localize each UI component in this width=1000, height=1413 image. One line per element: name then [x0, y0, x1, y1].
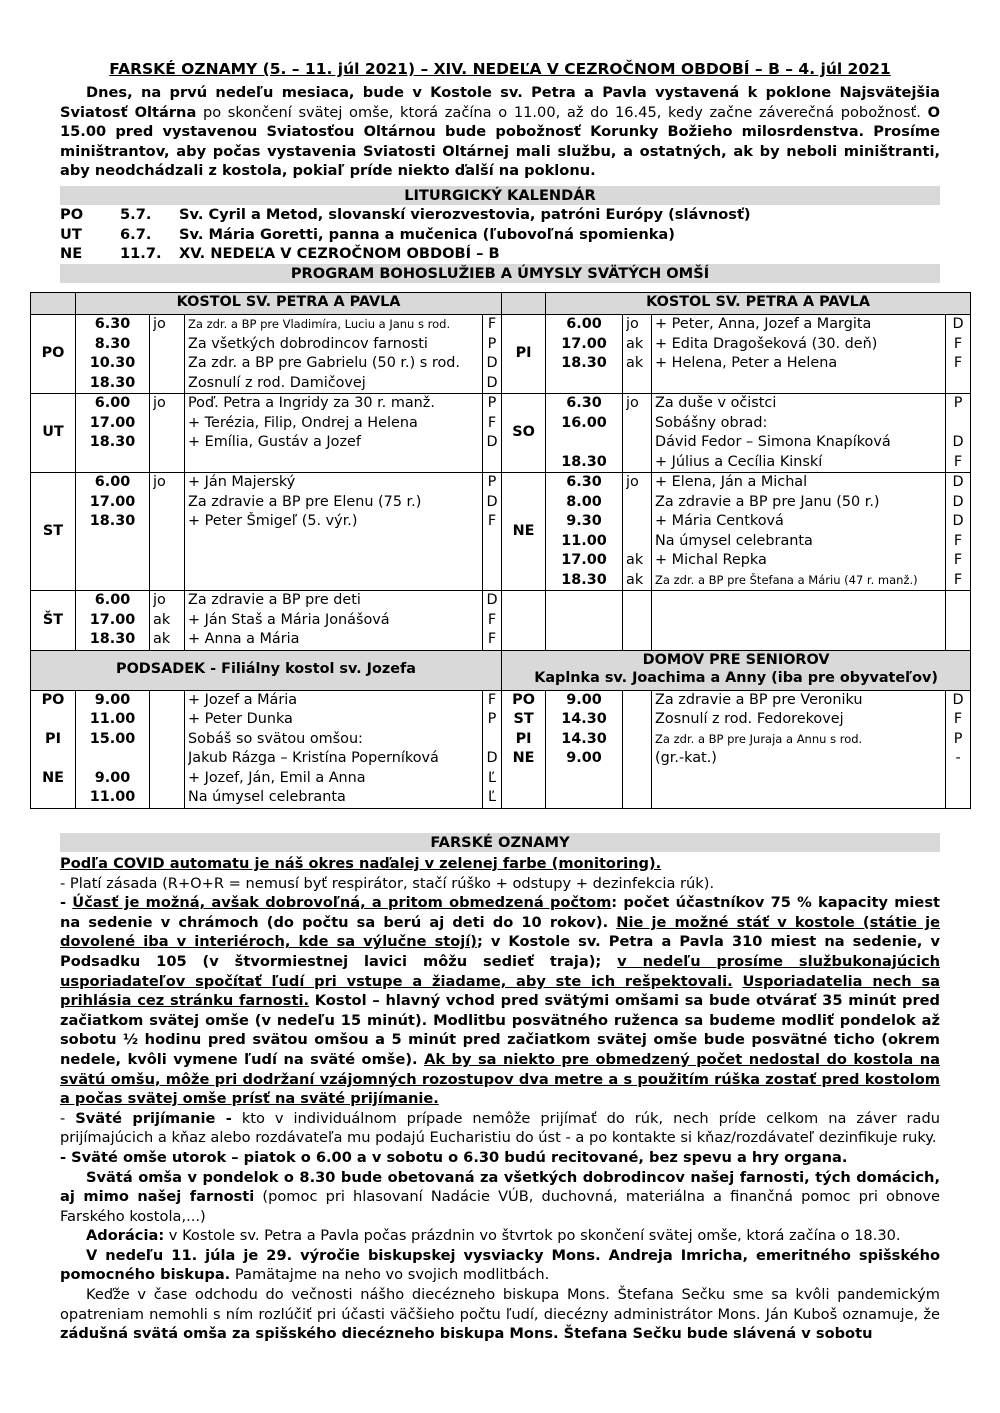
mass-lang-line: jo — [626, 474, 639, 490]
mass-code-line: D — [486, 434, 498, 450]
mass-time-line: 6.00 — [566, 316, 602, 332]
covid-seats: ; v Kostole sv. Petra a Pavla 310 miest na sedenie, v Podsadku 105 (v štvormiestnej lavici môžu sedieť traja); — [60, 933, 940, 970]
page-title: FARSKÉ OZNAMY (5. – 11. júl 2021) – XIV. NEDEĽA V CEZROČNOM OBDOBÍ – B – 4. júl 2021 — [109, 60, 891, 78]
cell-line — [79, 749, 146, 769]
day-label: PI — [502, 315, 546, 394]
mass-lang-line — [153, 512, 181, 532]
notices-heading: FARSKÉ OZNAMY — [60, 833, 940, 852]
cell-line: Ľ — [488, 769, 497, 786]
mass-lang-line — [153, 414, 181, 434]
cell-line — [34, 788, 72, 808]
domov-subtitle: Kaplnka sv. Joachima a Anny (iba pre obyvateľov) — [534, 669, 938, 686]
mass-intent-line: Za zdravie a BP pre deti — [188, 592, 361, 608]
mass-lang-line: ak — [626, 571, 644, 588]
cell-line: Za zdravie a BP pre Veroniku — [655, 691, 863, 708]
mass-langs — [623, 394, 652, 473]
anniversary-paragraph — [60, 1246, 940, 1285]
mass-code-line: D — [952, 513, 964, 529]
mass-time-line: 8.30 — [94, 335, 131, 352]
intro-bold-1: Dnes, na prvú nedeľu mesiaca, bude v Kostole sv. Petra a Pavla vystavená k poklone Najsvätejšia Sviatosť Oltárna — [60, 84, 940, 121]
mass-lang-line — [153, 335, 181, 355]
domov-codes — [946, 690, 971, 808]
podsadek-lang — [150, 690, 185, 808]
mass-time-line: 6.00 — [94, 592, 131, 608]
cell-line: P — [953, 730, 963, 747]
mass-codes — [483, 315, 502, 394]
covid-register: Usporiadatelia nech sa prihlásia cez stránku farnosti. — [60, 972, 940, 1010]
mass-code-line: P — [487, 474, 497, 490]
mass-intents — [185, 473, 483, 591]
mass-lang-line — [153, 532, 181, 552]
cell-line: Zosnulí z rod. Fedorekovej — [655, 711, 844, 727]
mass-intent-line: Za všetkých dobrodincov farnosti — [188, 335, 428, 352]
mass-time-line: 16.00 — [561, 414, 607, 431]
cell-line: - — [955, 750, 961, 766]
cell-line: D — [952, 691, 964, 708]
mass-code-line: P — [487, 335, 497, 352]
header-spacer — [31, 293, 76, 315]
schedule-row — [31, 315, 971, 394]
liturgical-heading: LITURGICKÝ KALENDÁR — [60, 186, 940, 205]
cell-line: 11.00 — [89, 789, 136, 805]
mass-time-line — [549, 374, 619, 394]
cell-line: 9.00 — [566, 750, 602, 766]
mass-code-line: D — [486, 374, 498, 391]
mass-schedule-table — [30, 292, 971, 809]
mass-intent-line — [188, 551, 479, 571]
mass-time-line — [79, 532, 146, 552]
mass-code-line — [486, 453, 498, 473]
cell-line: + Jozef, Ján, Emil a Anna — [188, 769, 366, 786]
podsadek-codes — [483, 690, 502, 808]
mass-code-line: F — [953, 552, 963, 568]
benefactors-bold: Svätá omša v pondelok o 8.30 bude obetovaná za všetkých dobrodincov našej farnosti, tých domácich, aj mimo našej farnosti — [60, 1168, 940, 1206]
cell-line: PI — [515, 730, 532, 747]
mass-code-line: P — [953, 395, 963, 411]
day-label: SO — [502, 394, 546, 473]
day-label: PO — [31, 315, 76, 394]
mass-code-line: F — [487, 611, 497, 628]
mass-langs — [150, 473, 185, 591]
mass-code-line: F — [953, 532, 963, 549]
mass-code-line: F — [487, 631, 497, 647]
mass-times — [76, 473, 150, 591]
calendar-row — [60, 225, 751, 245]
mass-time-line: 18.30 — [561, 355, 607, 371]
mass-intent-line: Za duše v očistci — [655, 395, 777, 411]
calendar-day: PO — [60, 206, 84, 223]
calendar-date: 6.7. — [120, 225, 152, 243]
mass-codes — [483, 394, 502, 473]
adoration-paragraph — [60, 1226, 940, 1246]
cell-line: F — [953, 711, 963, 727]
mass-langs — [150, 591, 185, 651]
day-label: UT — [31, 394, 76, 473]
mass-lang-line — [626, 532, 648, 552]
mass-langs — [623, 315, 652, 394]
covid-title: Podľa COVID automatu je náš okres naďalej v zelenej farbe (monitoring). — [60, 855, 662, 872]
mass-intent-line: Dávid Fedor – Simona Knapíková — [655, 434, 891, 450]
covid-doors: Kostol – hlavný vchod pred svätými omšami sa bude otvárať 35 minút pred začiatkom svätej omše (v nedeľu 15 minút). Modlitbu posvätného ruženca sa budeme modliť pondelok až sobotu ½ hodinu pred svätou omšou a 5 minút pred začiatkom svätej omše bude posvätné ticho (okrem nedele, kvôli vymene ľudí na sväté omše). — [60, 992, 940, 1068]
covid-ushers: v nedeľu prosíme službukonajúcich usporiadateľov spočítať ľudí pri vstupe a žiadame, aby ste ich rešpektovali. — [60, 952, 940, 990]
mass-intent-line: + Peter Šmigeľ (5. výr.) — [188, 513, 358, 529]
calendar-text: Sv. Mária Goretti, panna a mučenica (ľubovoľná spomienka) — [179, 225, 675, 243]
header-spacer — [502, 293, 546, 315]
mass-times — [546, 473, 623, 591]
mass-code-line — [486, 571, 498, 591]
domov-header — [502, 650, 971, 690]
cell-line: Sobáš so svätou omšou: — [188, 730, 363, 747]
covid-paragraph: - Účasť je možná, avšak dobrovoľná, a pritom obmedzená počtom: počet účastníkov 75 % kapacity miest na sedenie v chrámoch (do počtu sa berú aj deti do 10 rokov). Nie je možné stáť v kostole (státie je dovolené iba v interiéroch, kde sa výlučne stojí); v Kostole sv. Petra a Pavla 310 miest na sedenie, v Podsadku 105 (v štvormiestnej lavici môžu sedieť traja); v nedeľu prosíme službukonajúcich usporiadateľov spočítať ľudí pri vstupe a žiadame, aby ste ich rešpektovali. Usporiadatelia nech sa prihlásia cez stránku farnosti. Kostol – hlavný vchod pred svätými omšami sa bude otvárať 35 minút pred začiatkom svätej omše (v nedeľu 15 minút). Modlitbu posvätného ruženca sa budeme modliť pondelok až sobotu ½ hodinu pred svätou omšou a 5 minút pred začiatkom svätej omše bude posvätné ticho (okrem nedele, kvôli vymene ľudí na sväté omše). Ak by sa niekto pre obmedzený počet nedostal do kostola na svätú omšu, môže pri dodržaní vzájomných rozostupov dva metre a s použitím rúška zostať pred kostolom a počas svätej omše prísť na sväté prijímanie. — [60, 894, 941, 1108]
mass-time-line — [549, 433, 619, 453]
covid-text: : počet účastníkov 75 % kapacity miest na sedenie v chrámoch (do počtu sa berú aj deti do 10 rokov). — [60, 894, 940, 931]
mass-intents — [185, 394, 483, 473]
funeral-text: Keďže v čase odchodu do večnosti nášho diecézneho biskupa Mons. Štefana Sečku sme sa kvôli pandemickým opatreniam nemohli s ním rozlúčiť pri účasti väčšieho počtu ľudí, diecézny administrátor Mons. Ján Kuboš oznamuje, že — [60, 1286, 940, 1323]
mass-langs — [150, 394, 185, 473]
anniversary-text: Pamätajme na neho vo svojich modlitbách. — [230, 1266, 550, 1284]
notices-body — [60, 854, 940, 1344]
cell-line: Jakub Rázga – Kristína Poperníková — [188, 750, 439, 766]
mass-intents — [185, 315, 483, 394]
mass-intent-line: + Július a Cecília Kinskí — [655, 453, 823, 470]
mass-time-line: 18.30 — [89, 434, 136, 450]
intro-paragraph — [60, 83, 940, 181]
mass-intent-line: Za zdr. a BP pre Štefana a Máriu (47 r. manž.) — [655, 572, 918, 587]
empty-cell — [652, 591, 946, 651]
mass-intent-line: + Edita Dragošeková (30. deň) — [655, 335, 878, 352]
mass-lang-line: ak — [153, 611, 171, 628]
cell-line: P — [487, 711, 497, 727]
domov-title: DOMOV PRE SENIOROV — [642, 651, 830, 668]
mass-time-line: 6.00 — [94, 474, 131, 490]
mass-intents — [652, 394, 946, 473]
mass-lang-line — [626, 374, 648, 394]
mass-codes — [946, 473, 971, 591]
mass-code-line: F — [953, 453, 963, 470]
mass-lang-line — [626, 453, 648, 473]
calendar-day: NE — [60, 245, 83, 263]
mass-code-line — [949, 374, 967, 394]
covid-rule: - Platí zásada (R+O+R = nemusí byť respirátor, stačí rúško + odstupy + dezinfekcia rúk). — [60, 874, 715, 892]
mass-lang-line: ak — [626, 552, 644, 568]
cell-line: 14.30 — [561, 730, 607, 747]
cell-line: NE — [42, 769, 64, 786]
mass-intent-line: + Michal Repka — [655, 552, 767, 568]
mass-codes — [483, 591, 502, 651]
podsadek-times — [76, 690, 150, 808]
intro-text: po skončení svätej omše, ktorá začína o 11.00, až do 16.45, kedy začne záverečná pobožnosť. — [196, 103, 928, 121]
mass-lang-line: jo — [626, 395, 639, 411]
mass-intent-line — [188, 453, 479, 473]
mass-lang-line — [153, 433, 181, 453]
day-label: ST — [31, 473, 76, 591]
mass-times — [546, 394, 623, 473]
cell-line: 11.00 — [89, 711, 136, 727]
mass-lang-line — [153, 453, 181, 473]
mass-intent-line: Za zdravie a BP pre Elenu (75 r.) — [188, 493, 422, 510]
program-heading: PROGRAM BOHOSLUŽIEB A ÚMYSLY SVÄTÝCH OMŠÍ — [60, 264, 940, 283]
mass-time-line: 6.30 — [94, 316, 131, 332]
mass-intent-line: + Ján Staš a Mária Jonášová — [188, 611, 390, 628]
covid-space — [733, 973, 743, 990]
cell-line — [486, 730, 498, 750]
mass-time-line — [79, 453, 146, 473]
mass-intent-line: + Mária Centková — [655, 513, 784, 529]
funeral-bold: zádušná svätá omša za spišského diecézneho biskupa Mons. Štefana Sečku bude slávená v sobotu — [60, 1325, 873, 1343]
mass-lang-line: ak — [626, 355, 644, 371]
church-header-left: KOSTOL SV. PETRA A PAVLA — [76, 293, 502, 315]
day-label: NE — [502, 473, 546, 591]
mass-intent-line: Poď. Petra a Ingridy za 30 r. manž. — [188, 395, 435, 411]
mass-intent-line: Zosnulí z rod. Damičovej — [188, 374, 366, 391]
cell-line: 9.00 — [94, 769, 131, 786]
church-header-right: KOSTOL SV. PETRA A PAVLA — [546, 293, 971, 315]
mass-code-line — [949, 414, 967, 434]
mass-langs — [150, 315, 185, 394]
mass-intent-line: Za zdr. a BP pre Gabrielu (50 r.) s rod. — [188, 355, 460, 371]
calendar-day: UT — [60, 225, 82, 243]
mass-code-line: D — [486, 355, 498, 371]
calendar-date: 11.7. — [120, 245, 162, 263]
cell-line: + Jozef a Mária — [188, 691, 298, 708]
benefactors-text: (pomoc pri hlasovaní Nadácie VÚB, duchovná, materiálna a finančná pomoc pri obnove Farského kostola,...) — [60, 1188, 940, 1225]
cell-line: NE — [512, 750, 535, 766]
mass-lang-line: jo — [153, 474, 166, 490]
communion-text: kto v individuálnom prípade nemôže prijímať do rúk, nech príde celkom na záver radu prijímajúcich a kňaz alebo rozdávateľa mu podajú Eucharistiu do úst - a po kontakte si kňaz/rozdávateľ dezinfikuje ruky. — [60, 1109, 940, 1147]
mass-code-line: F — [953, 571, 963, 588]
mass-code-line — [486, 532, 498, 552]
mass-time-line: 6.30 — [566, 395, 602, 411]
mass-times — [546, 315, 623, 394]
mass-code-line — [486, 551, 498, 571]
mass-langs — [623, 473, 652, 591]
mass-time-line: 10.30 — [89, 355, 136, 371]
mass-time-line: 18.30 — [89, 513, 136, 529]
mass-intents — [185, 591, 483, 651]
calendar-row — [60, 205, 751, 225]
mass-intent-line: + Emília, Gustáv a Jozef — [188, 434, 361, 450]
cell-line: PO — [41, 691, 65, 708]
mass-lang-line — [626, 414, 648, 434]
empty-cell — [546, 591, 623, 651]
mass-code-line: F — [953, 335, 963, 352]
mass-codes — [946, 315, 971, 394]
calendar-row — [60, 244, 751, 264]
mass-time-line: 17.00 — [561, 335, 607, 352]
mass-time-line: 18.30 — [561, 453, 607, 470]
cell-line: + Peter Dunka — [188, 711, 293, 727]
mass-time-line: 17.00 — [561, 552, 607, 568]
mass-code-line: D — [952, 474, 964, 490]
mass-code-line: P — [487, 395, 497, 411]
mass-time-line: 6.30 — [566, 474, 602, 490]
mass-time-line: 6.00 — [94, 395, 131, 411]
mass-times — [76, 394, 150, 473]
mass-lang-line — [153, 374, 181, 394]
covid-capacity: Účasť je možná, avšak dobrovoľná, a pritom obmedzená počtom — [72, 894, 612, 912]
mass-code-line: F — [953, 355, 963, 371]
empty-cell — [502, 591, 546, 651]
cell-line — [34, 749, 72, 769]
mass-code-line: D — [952, 493, 964, 510]
mass-codes — [483, 473, 502, 591]
domov-days — [502, 690, 546, 808]
cell-line: PI — [45, 730, 61, 747]
domov-lang — [623, 690, 652, 808]
cell-line: 15.00 — [89, 730, 136, 747]
anniversary-bold: V nedeľu 11. júla je 29. výročie biskupskej vysviacky Mons. Andreja Imricha, emeritného spišského pomocného biskupa. — [60, 1246, 940, 1284]
mass-lang-line: jo — [626, 316, 639, 332]
domov-intents — [652, 690, 946, 808]
mass-time-line: 18.30 — [89, 374, 136, 391]
cell-line: PO — [512, 691, 535, 708]
calendar-text: XV. NEDEĽA V CEZROČNOM OBDOBÍ – B — [179, 245, 500, 263]
empty-cell — [946, 591, 971, 651]
cell-line: Ľ — [488, 789, 497, 805]
mass-intent-line: Za zdr. a BP pre Vladimíra, Luciu a Janu s rod. — [188, 317, 451, 331]
mass-code-line: F — [487, 414, 497, 431]
mass-lang-line: jo — [153, 592, 166, 608]
cell-line — [34, 710, 72, 730]
podsadek-header: PODSADEK - Filiálny kostol sv. Jozefa — [31, 650, 502, 690]
mass-time-line: 17.00 — [89, 414, 136, 431]
schedule-row — [31, 591, 971, 651]
recited-masses: - Sväté omše utorok – piatok o 6.00 a v sobotu o 6.30 budú recitované, bez spevu a hry organa. — [60, 1148, 848, 1166]
schedule-row — [31, 473, 971, 591]
mass-codes — [946, 394, 971, 473]
recited-text: Sväté omše utorok – piatok o 6.00 a v sobotu o 6.30 budú recitované, bez spevu a hry organa. — [71, 1148, 848, 1166]
mass-intent-line — [188, 532, 479, 552]
schedule-row — [31, 394, 971, 473]
cell-line: F — [487, 691, 497, 708]
podsadek-days — [31, 690, 76, 808]
mass-time-line: 8.00 — [566, 493, 602, 510]
mass-lang-line — [626, 512, 648, 532]
day-label: ŠT — [31, 591, 76, 651]
mass-intent-line — [188, 571, 479, 591]
mass-intent-line: Sobášny obrad: — [655, 414, 768, 431]
domov-times — [546, 690, 623, 808]
mass-intents — [652, 473, 946, 591]
mass-code-line: D — [952, 316, 964, 332]
benefactors-paragraph — [60, 1168, 940, 1227]
mass-code-line: F — [487, 513, 497, 529]
mass-lang-line: ak — [153, 631, 171, 647]
mass-code-line: F — [487, 316, 497, 332]
mass-intents — [652, 315, 946, 394]
cell-line: 9.00 — [566, 691, 602, 708]
cell-line: 9.00 — [94, 691, 131, 708]
mass-times — [76, 591, 150, 651]
mass-intent-line: + Anna a Mária — [188, 631, 300, 647]
mass-code-line: D — [486, 592, 498, 608]
mass-intent-line: + Helena, Peter a Helena — [655, 355, 838, 371]
mass-lang-line — [626, 493, 648, 513]
mass-intent-line — [655, 374, 942, 394]
mass-time-line — [79, 551, 146, 571]
cell-line: ST — [513, 711, 534, 727]
mass-lang-line: ak — [626, 335, 644, 352]
mass-time-line: 17.00 — [89, 611, 136, 628]
mass-time-line: 18.30 — [89, 631, 136, 647]
mass-lang-line — [153, 354, 181, 374]
adoration-text: v Kostole sv. Petra a Pavla počas prázdnin vo štvrtok po skončení svätej omše, ktorá začína o 18.30. — [164, 1227, 901, 1245]
cell-line: 14.30 — [561, 711, 607, 727]
mass-code-line: D — [952, 434, 964, 450]
mass-time-line: 9.30 — [566, 513, 602, 529]
mass-time-line: 18.30 — [561, 571, 607, 588]
calendar-text: Sv. Cyril a Metod, slovanskí vierozvestovia, patróni Európy (slávnosť) — [179, 206, 751, 223]
adoration-title: Adorácia: — [86, 1227, 165, 1245]
cell-line: Za zdr. a BP pre Juraja a Annu s rod. — [655, 731, 863, 746]
communion-title: Sväté prijímanie - — [75, 1109, 232, 1127]
mass-intent-line: Za zdravie a BP pre Janu (50 r.) — [655, 493, 880, 510]
mass-intent-line: + Ján Majerský — [188, 474, 296, 490]
mass-time-line — [79, 571, 146, 591]
mass-intent-line: + Elena, Ján a Michal — [655, 474, 808, 490]
liturgical-calendar — [60, 205, 751, 264]
mass-intent-line: + Peter, Anna, Jozef a Margita — [655, 316, 872, 332]
mass-lang-line — [153, 571, 181, 591]
intro-bold-2: O 15.00 pred vystavenou Sviatosťou Oltárnou bude pobožnosť Korunky Božieho milosrdenstva. Prosíme miništrantov, aby počas vystavenia Sviatosti Oltárnej mali službu, a ostatných, ak by neboli miništranti, aby neodchádzali z kostola, pokiaľ príde niekto ďalší na poklonu. — [60, 103, 940, 180]
cell-line: (gr.-kat.) — [655, 750, 717, 766]
mass-lang-line: jo — [153, 316, 166, 332]
cell-line: D — [486, 750, 498, 766]
mass-code-line: D — [486, 493, 498, 510]
communion-paragraph: - Sväté prijímanie - kto v individuálnom prípade nemôže prijímať do rúk, nech príde celkom na záver radu prijímajúcich a kňaz alebo rozdávateľa mu podajú Eucharistiu do úst - a po kontakte si kňaz/rozdávateľ dezinfikuje ruky. — [60, 1109, 940, 1147]
mass-time-line: 17.00 — [89, 493, 136, 510]
mass-lang-line: jo — [153, 395, 166, 411]
mass-lang-line — [153, 493, 181, 513]
mass-times — [76, 315, 150, 394]
cell-line: Na úmysel celebranta — [188, 789, 346, 805]
mass-lang-line — [153, 551, 181, 571]
funeral-mass-paragraph — [60, 1285, 940, 1344]
covid-standing: Nie je možné stáť v kostole (státie je dovolené iba v interiéroch, kde sa výlučne stojí) — [60, 913, 941, 951]
mass-lang-line — [626, 433, 648, 453]
mass-time-line: 11.00 — [561, 532, 607, 549]
podsadek-intents — [185, 690, 483, 808]
calendar-date: 5.7. — [120, 206, 152, 223]
covid-outside: Ak by sa niekto pre obmedzený počet nedostal do kostola na svätú omšu, môže pri dodržaní vzájomných rozostupov dva metre a s použitím rúška zostať pred kostolom a počas svätej omše prísť na sväté prijímanie. — [60, 1050, 940, 1108]
mass-intent-line: Na úmysel celebranta — [655, 532, 813, 549]
empty-cell — [623, 591, 652, 651]
mass-intent-line: + Terézia, Filip, Ondrej a Helena — [188, 414, 418, 431]
